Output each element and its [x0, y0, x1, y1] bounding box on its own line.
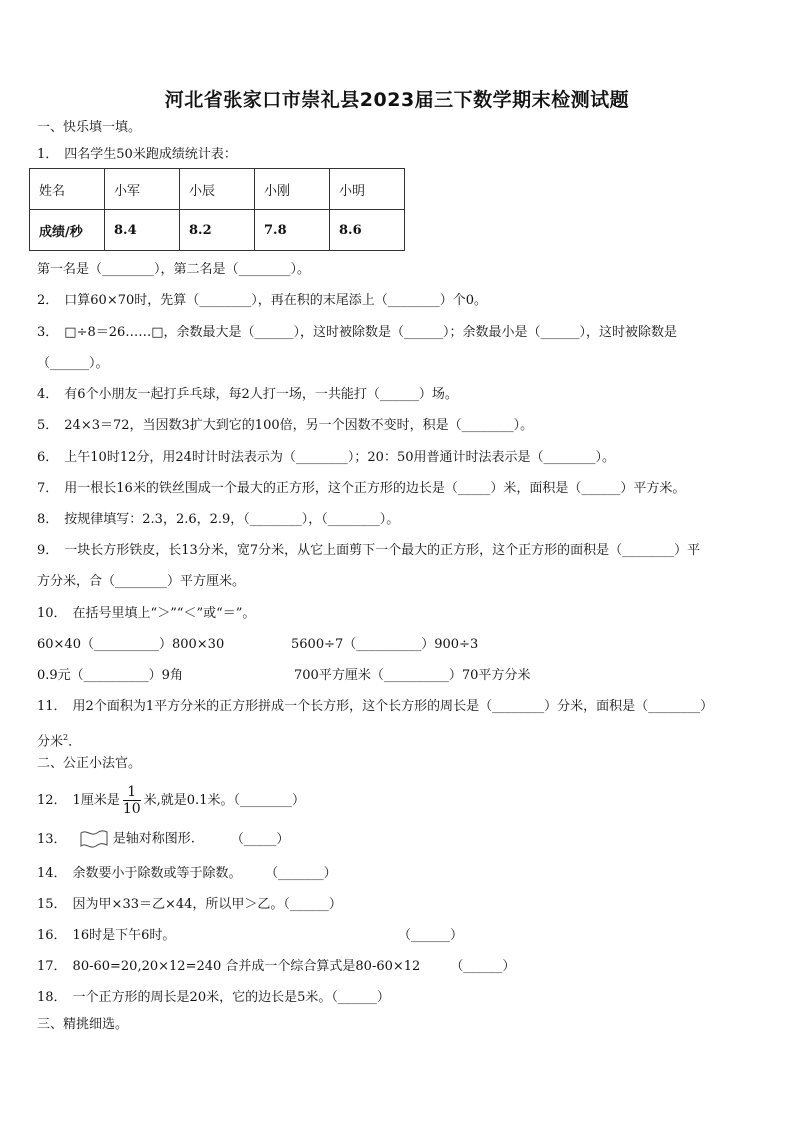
- question-number: 16．: [37, 928, 67, 943]
- question-number: 5．: [37, 418, 59, 433]
- compare-item: 0.9元（__________）9角: [37, 668, 183, 683]
- question-9-continued: 方分米，合（________）平方厘米。: [37, 574, 246, 589]
- table-header-cell: 小辰: [180, 169, 255, 210]
- question-text: 用一根长16米的铁丝围成一个最大的正方形，这个正方形的边长是（_____）米，面积是（______）平方米。: [64, 481, 686, 496]
- question-number: 2．: [37, 293, 59, 308]
- table-cell: 8.4: [105, 210, 180, 251]
- fraction-numerator: 1: [127, 784, 137, 800]
- question-text: 四名学生50米跑成绩统计表：: [64, 147, 237, 162]
- question-number: 13．: [37, 831, 67, 847]
- question-12: [37, 784, 305, 817]
- answer-paren: （______）: [398, 928, 464, 943]
- section-3-heading: 三、精挑细选。: [37, 1017, 129, 1032]
- question-number: 8．: [37, 512, 59, 527]
- question-number: 15．: [37, 897, 67, 912]
- question-number: 12．: [37, 793, 67, 808]
- table-cell: 8.2: [180, 210, 255, 251]
- question-number: 10．: [37, 606, 67, 621]
- answer-paren: （_____）: [230, 831, 290, 847]
- wavy-flag-shape-icon: [79, 828, 109, 850]
- table-header-cell: 姓名: [30, 169, 105, 210]
- question-number: 1．: [37, 147, 59, 162]
- compare-item: 700平方厘米（__________）70平方分米: [294, 668, 531, 683]
- fraction: [123, 784, 141, 817]
- question-text: □÷8＝26……□，余数最大是（______），这时被除数是（______）；余数最小是（______），这时被除数是: [64, 325, 678, 340]
- question-13: [37, 828, 289, 851]
- grades-table: [29, 168, 405, 251]
- section-2-heading: 二、公正小法官。: [37, 756, 142, 771]
- question-number: 6．: [37, 450, 59, 465]
- question-15: [37, 896, 342, 914]
- question-text: 因为甲×33＝乙×44，所以甲＞乙。（______）: [72, 897, 342, 912]
- question-text-post: 米,就是0.1米。（________）: [143, 793, 305, 808]
- question-7: [37, 480, 685, 498]
- question-number: 11．: [37, 699, 67, 714]
- question-6: [37, 449, 615, 467]
- question-11: [37, 698, 713, 716]
- question-number: 17．: [37, 959, 67, 974]
- table-header-cell: 小军: [105, 169, 180, 210]
- question-17: [37, 958, 515, 976]
- fraction-denominator: 10: [122, 801, 141, 817]
- question-text: 24×3＝72，当因数3扩大到它的100倍，另一个因数不变时，积是（________）。: [64, 418, 534, 433]
- question-3-continued: （______）。: [37, 356, 109, 371]
- question-number: 18．: [37, 990, 67, 1005]
- question-14: [37, 865, 337, 883]
- question-text: 用2个面积为1平方分米的正方形拼成一个长方形，这个长方形的周长是（________）分米，面积是（________）: [72, 699, 714, 714]
- question-number: 4．: [37, 387, 59, 402]
- unit-text: 分米: [37, 734, 64, 750]
- compare-item: 60×40（__________）800×30: [37, 637, 225, 652]
- question-8: [37, 511, 399, 529]
- question-number: 3．: [37, 325, 59, 340]
- period: ．: [68, 734, 82, 750]
- question-text: 80-60=20,20×12=240 合并成一个综合算式是80-60×12: [72, 959, 421, 974]
- question-18: [37, 989, 390, 1007]
- table-header-cell: 小刚: [255, 169, 330, 210]
- question-1-answer-line: 第一名是（________），第二名是（________）。: [37, 262, 311, 277]
- page-title: 河北省张家口市崇礼县2023届三下数学期末检测试题: [164, 89, 630, 111]
- question-number: 7．: [37, 481, 59, 496]
- question-1: [37, 146, 237, 164]
- table-header-cell: 小明: [330, 169, 405, 210]
- question-3: [37, 324, 677, 342]
- answer-paren: （_______）: [271, 866, 337, 881]
- question-10: [37, 605, 255, 623]
- answer-paren: （______）: [450, 959, 516, 974]
- question-2: [37, 292, 487, 310]
- question-text: 在括号里填上“＞”“＜”或“＝”。: [72, 606, 256, 621]
- question-4: [37, 386, 458, 404]
- question-text: 是轴对称图形.: [112, 831, 195, 847]
- question-11-continued: [37, 729, 81, 751]
- question-text: 余数要小于除数或等于除数。: [72, 866, 242, 881]
- question-number: 14．: [37, 866, 67, 881]
- question-text: 按规律填写：2.3，2.6，2.9，（________），（________）。: [64, 512, 400, 527]
- question-text: 上午10时12分，用24时计时法表示为（________）；20：50用普通计时法表示是（________）。: [64, 450, 615, 465]
- compare-item: 5600÷7（__________）900÷3: [291, 637, 479, 652]
- question-text: 一块长方形铁皮，长13分米，宽7分米，从它上面剪下一个最大的正方形，这个正方形的面积是（________）平: [64, 543, 701, 558]
- question-text: 有6个小朋友一起打乒乓球，每2人打一场，一共能打（______）场。: [64, 387, 458, 402]
- question-5: [37, 417, 533, 435]
- table-cell: 8.6: [330, 210, 405, 251]
- table-row: [30, 169, 405, 210]
- question-text: 口算60×70时，先算（________），再在积的末尾添上（________）个0。: [64, 293, 488, 308]
- question-16: [37, 927, 175, 945]
- question-9: [37, 542, 700, 560]
- table-row: [30, 210, 405, 251]
- table-cell: 7.8: [255, 210, 330, 251]
- table-cell: 成绩/秒: [30, 210, 105, 251]
- question-text-pre: 1厘米是: [72, 793, 120, 808]
- section-1-heading: 一、快乐填一填。: [37, 120, 142, 135]
- exponent: 2: [63, 733, 69, 742]
- question-number: 9．: [37, 543, 59, 558]
- question-text: 16时是下午6时。: [72, 928, 176, 943]
- question-text: 一个正方形的周长是20米，它的边长是5米。（______）: [72, 990, 390, 1005]
